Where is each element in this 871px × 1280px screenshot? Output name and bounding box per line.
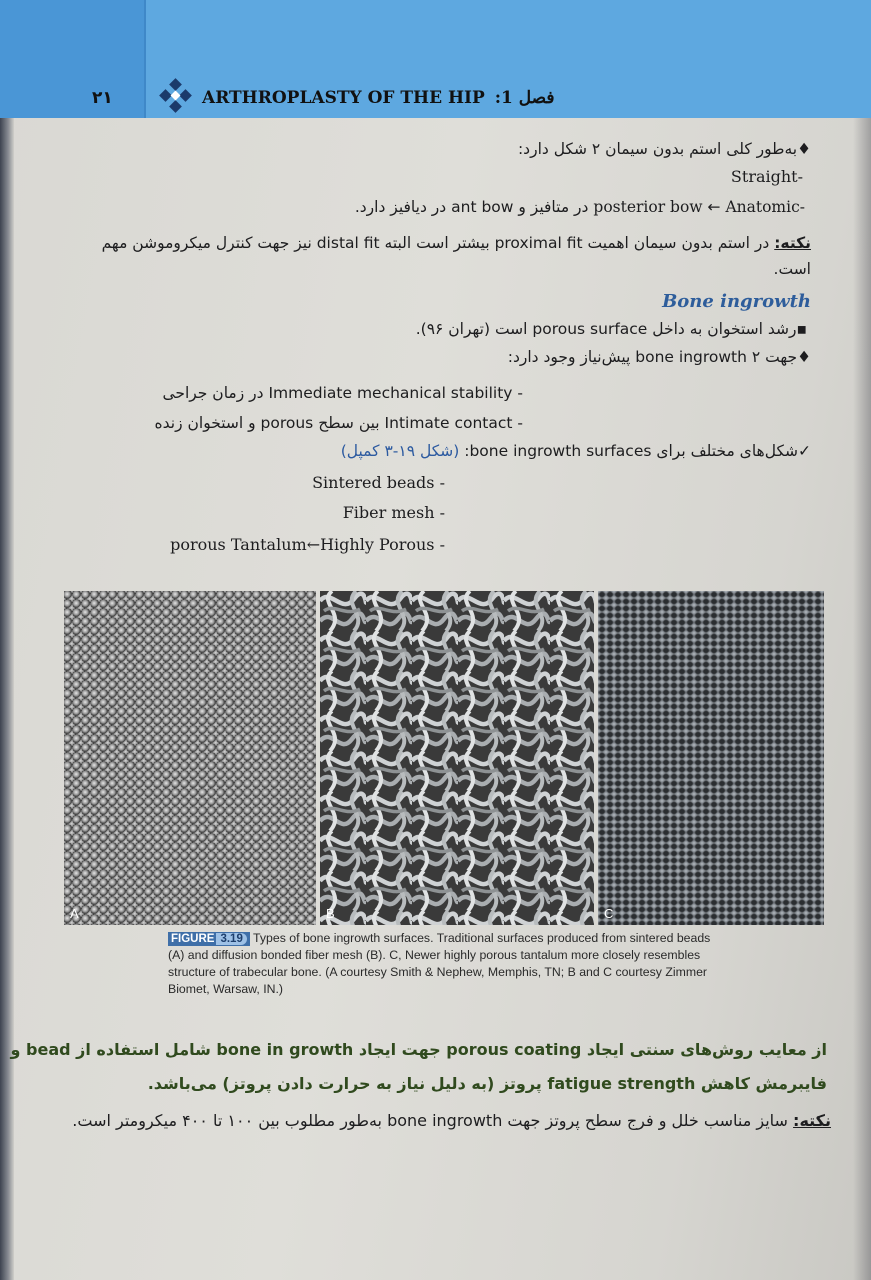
figure-panel-fiber-mesh [320,591,594,925]
note-2-label: نکته: [793,1111,831,1130]
figure-caption-text: Types of bone ingrowth surfaces. Traditional surfaces produced from sintered beads (A) and diffusion bonded fiber mesh (B). C, Newer highly porous tantalum more closely resembles structure of trabecular bone. [168,931,711,979]
stem-type-straight: Straight- [730,167,803,186]
chapter-label: فصل 1: [494,88,555,108]
page-left-shadow [0,0,14,1280]
prereq-intro: ♦جهت bone ingrowth ۲ پیش‌نیاز وجود دارد: [507,348,811,366]
diamond-logo-icon [158,78,194,114]
fiber-mesh-texture [320,591,594,925]
shape-porous-tantalum: porous Tantalum←Highly Porous - [170,535,445,554]
figure-caption [168,930,728,998]
figure-badge-word: FIGURE [171,933,215,945]
prereq-1: - Immediate mechanical stability در زمان جراحی [162,384,523,402]
figure-badge-number: 3.19 [216,933,246,945]
shape-sintered-beads: Sintered beads - [312,473,445,492]
panel-label-b: B [326,906,335,921]
prereq-2: - Intimate contact بین سطح porous و استخوان زنده [154,414,523,432]
note-1-text: در استم بدون سیمان اهمیت proximal fit بیشتر است البته distal fit نیز جهت کنترل میکروموشن مهم [101,234,770,252]
page-number-box [0,0,146,118]
section-heading: Bone ingrowth [662,291,811,312]
page-right-shadow [853,0,871,1280]
note-label: نکته: [774,234,811,252]
note-1 [102,232,811,254]
panel-label-c: C [604,906,614,921]
shapes-ref: (شکل ۱۹-۳ کمپل) [340,442,460,460]
bottom-line-1: از معایب روش‌های سنتی ایجاد porous coating جهت ایجاد bone in growth شامل استفاده از bead و [10,1040,827,1059]
book-title: ARTHROPLASTY OF THE HIP [202,88,485,108]
bottom-line-2: فایبرمش کاهش fatigue strength پروتز (به دلیل نیاز به حرارت دادن پروتز) می‌باشد. [147,1074,827,1093]
page-number: ۲۱ [92,88,113,108]
note-2-text: سایز مناسب خلل و فرج سطح پروتز جهت bone ingrowth به‌طور مطلوب بین ۱۰۰ تا ۴۰۰ میکرومتر است. [72,1111,788,1130]
arrow-icon: ← [707,198,721,216]
figure-caption-credit: (A courtesy Smith & Nephew, Memphis, TN; B and C courtesy Zimmer Biomet, Warsaw, IN.) [168,965,708,996]
shape-fiber-mesh: Fiber mesh - [342,503,445,522]
anatomic-label: Anatomic- [725,198,805,216]
anatomic-posterior-bow: posterior bow [593,198,703,216]
stem-intro: ♦به‌طور کلی استم بدون سیمان ۲ شکل دارد: [517,140,811,158]
panel-label-a: A [70,906,79,921]
figure-panel-sintered-beads [64,591,316,925]
anatomic-desc: در متافیز و ant bow در دیافیز دارد. [354,198,589,216]
stem-type-anatomic [355,196,805,218]
figure-panel-porous-tantalum [598,591,824,925]
note-2 [72,1110,831,1132]
shapes-intro [341,440,811,462]
header-title [202,88,554,108]
note-1-cont: است. [773,260,811,278]
figure-badge [168,932,250,946]
shapes-intro-text: ✓شکل‌های مختلف برای bone ingrowth surfaces: [464,442,811,460]
bone-growth-line: ▪رشد استخوان به داخل porous surface است (تهران ۹۶). [415,320,807,338]
